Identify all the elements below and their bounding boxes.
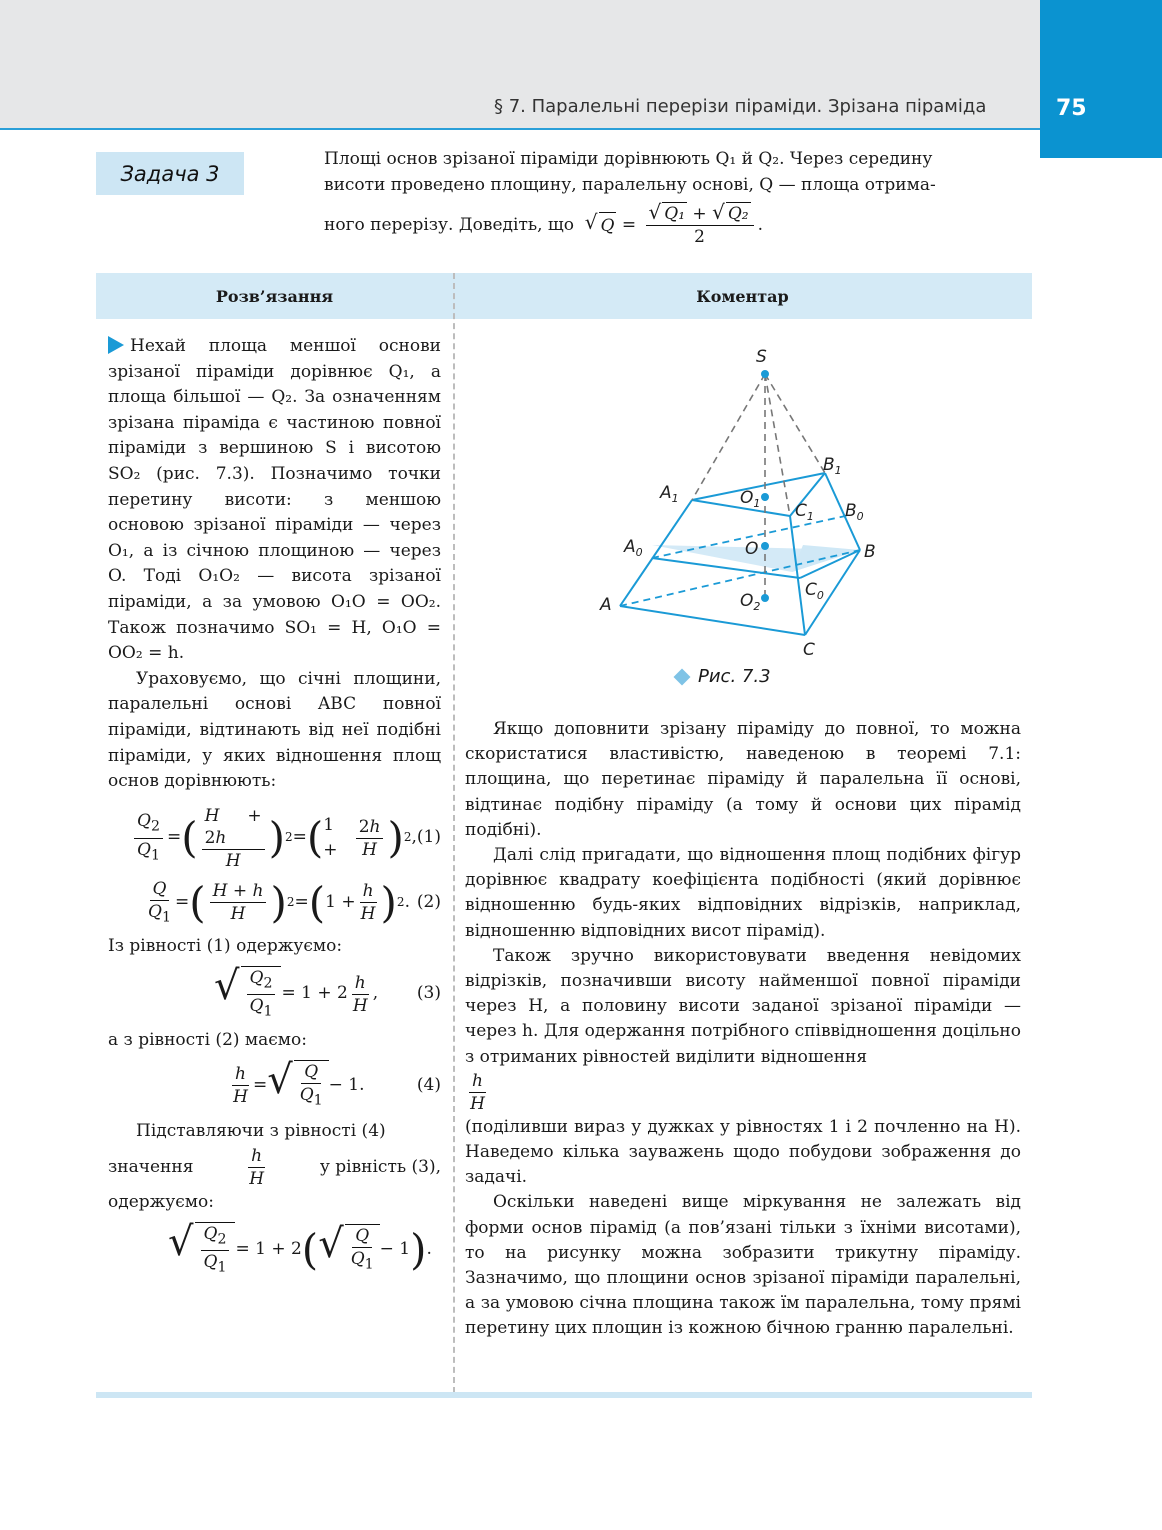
task-line-2: висоти проведено площину, паралельну основі, Q — площа отрима- [324, 175, 936, 195]
label-s: S [756, 347, 767, 367]
task-badge: Задача 3 [96, 152, 244, 195]
solution-column [108, 334, 441, 1284]
comment-column [465, 717, 1021, 1342]
comment-fraction-h-over-H: $\frac{h}{H}$ [470, 1070, 485, 1114]
label-c1: $C_1$ [795, 501, 814, 523]
solution-paragraph-3: Із рівності (1) одержуємо: [108, 936, 343, 957]
page-number-tab [1040, 0, 1162, 158]
solution-paragraph-1: Нехай площа меншої основи зрізаної піраміди дорівнює Q₁, а площа більшої — Q₂. За означенням зрізана піраміда є частиною повної піраміди з вершиною S і висотою SO₂ (рис. 7.3). Позначимо точки перетину висоти: з меншою основою зрізаної піраміди — через O₁, а із січною площиною — через O. Тоді O₁O₂ — висота зрізаної піраміди, а за умовою O₁O = OO₂. Також позначимо SO₁ = H, O₁O = OO₂ = h. [108, 336, 441, 664]
equation-4-label: (4) [416, 1074, 441, 1095]
label-o2: $O_2$ [740, 591, 761, 613]
equation-1-label: (1) [416, 827, 441, 848]
equation-1: $\frac{Q_2}{Q_1}$ = ( $\frac{H + 2h}{H}$ ) 2 = ( 1 + $\frac{2h}{H}$ ) 2 , (1) [108, 805, 441, 872]
edge-c1c [790, 516, 805, 635]
label-a: A [600, 595, 612, 615]
equation-2-label: (2) [416, 892, 441, 913]
comment-paragraph-4: Оскільки наведені вище міркування не залежать від форми основ пірамід (а пов’язані тільки з їхніми висотами), то на рисунку можна зобразити трикутну піраміду. Зазначимо, що площини основ зрізаної піраміди паралельні, а за умовою січна площина також їм паралельна, тому прямі перетину цих площин із кожною бічною гранню паралельні. [465, 1192, 1021, 1339]
solution-paragraph-5d: одержуємо: [108, 1192, 214, 1213]
comment-paragraph-3b: (поділивши вираз у дужках у рівностях 1 і 2 почленно на H). Наведемо кілька зауважень щодо побудови зображення до задачі. [465, 1116, 1021, 1188]
column-header-solution: Розв’язання [215, 286, 334, 306]
point-s [761, 370, 769, 378]
solution-paragraph-4: а з рівності (2) маємо: [108, 1030, 307, 1051]
column-divider [453, 273, 455, 1393]
task-line-3: ного перерізу. Доведіть, що √ Q = √ Q₁ + √ Q₂ 2 . [324, 200, 764, 247]
table-header [96, 273, 1032, 319]
task-formula-lhs: √ Q [585, 212, 617, 239]
play-arrow-icon [108, 336, 124, 354]
edge-ac [620, 606, 805, 635]
pyramid-figure [560, 340, 900, 700]
equation-3: √ $\frac{Q_2}{Q_1}$ = 1 + 2 $\frac{h}{H}$ , (3) [108, 966, 441, 1023]
equation-final: √ $\frac{Q_2}{Q_1}$ = 1 + 2 ( √ $\frac{Q}{Q_1}$ − 1 ) . [108, 1222, 441, 1279]
point-o1 [761, 493, 769, 501]
point-o2 [761, 594, 769, 602]
label-b0: $B_0$ [845, 501, 864, 523]
figure-caption: Рис. 7.3 [676, 666, 771, 687]
label-c: C [803, 640, 815, 660]
label-o: O [745, 539, 759, 559]
column-header-comment: Коментар [696, 286, 789, 306]
page-number: 75 [1056, 96, 1087, 121]
solution-paragraph-5b: значення $\frac{h}{H}$ у рівність (3), [108, 1146, 441, 1190]
label-a1: $A_1$ [660, 483, 679, 505]
diamond-icon [674, 668, 691, 685]
task-line-3-text: ного перерізу. Доведіть, що [324, 215, 574, 235]
table-bottom-bar [96, 1392, 1032, 1398]
label-o1: $O_1$ [740, 488, 761, 510]
label-b1: $B_1$ [823, 455, 842, 477]
task-formula-fraction: √ Q₁ + √ Q₂ 2 [646, 202, 754, 248]
comment-paragraph-3a: Також зручно використовувати введення невідомих відрізків, позначивши висоту найменшої повної піраміди через H, а половину висоти заданої зрізаної піраміди — через h. Для одержання потрібного співвідношення доцільно з отриманих рівностей виділити відношення [465, 945, 1021, 1067]
task-line-1: Площі основ зрізаної піраміди дорівнюють Q₁ й Q₂. Через середину [324, 149, 933, 169]
label-b: B [864, 542, 876, 562]
comment-paragraph-2: Далі слід пригадати, що відношення площ подібних фігур дорівнює квадрату коефіцієнта подібності (який дорівнює відношенню будь-яких відповідних відрізків, наприклад, відношенню відповідних висот пірамід). [465, 845, 1021, 941]
label-c0: $C_0$ [805, 580, 824, 602]
solution-paragraph-5a: Підставляючи з рівності (4) [136, 1121, 386, 1142]
equation-4: $\frac{h}{H}$ = √ $\frac{Q}{Q_1}$ − 1. (4) [108, 1060, 441, 1111]
label-a0: $A_0$ [624, 537, 643, 559]
comment-paragraph-1: Якщо доповнити зрізану піраміду до повної, то можна скористатися властивістю, наведеною в теоремі 7.1: площина, що перетинає піраміду й паралельна її основі, відтинає подібну піраміду (а тому й основи цих пірамід подібні). [465, 719, 1021, 840]
equation-3-label: (3) [416, 983, 441, 1004]
solution-paragraph-2: Ураховуємо, що січні площини, паралельні основі ABC повної піраміди, відтинають від неї подібні піраміди, у яких відношення площ основ дорівнюють: [108, 668, 441, 792]
task-statement [324, 146, 1032, 248]
edge-sa1-dashed [692, 374, 765, 500]
page-title: § 7. Паралельні перерізи піраміди. Зрізана піраміда [494, 96, 987, 117]
point-o [761, 542, 769, 550]
equation-2: $\frac{Q}{Q_1}$ = ( $\frac{H + h}{H}$ ) 2 = ( 1 + $\frac{h}{H}$ ) 2 . (2) [148, 877, 441, 927]
